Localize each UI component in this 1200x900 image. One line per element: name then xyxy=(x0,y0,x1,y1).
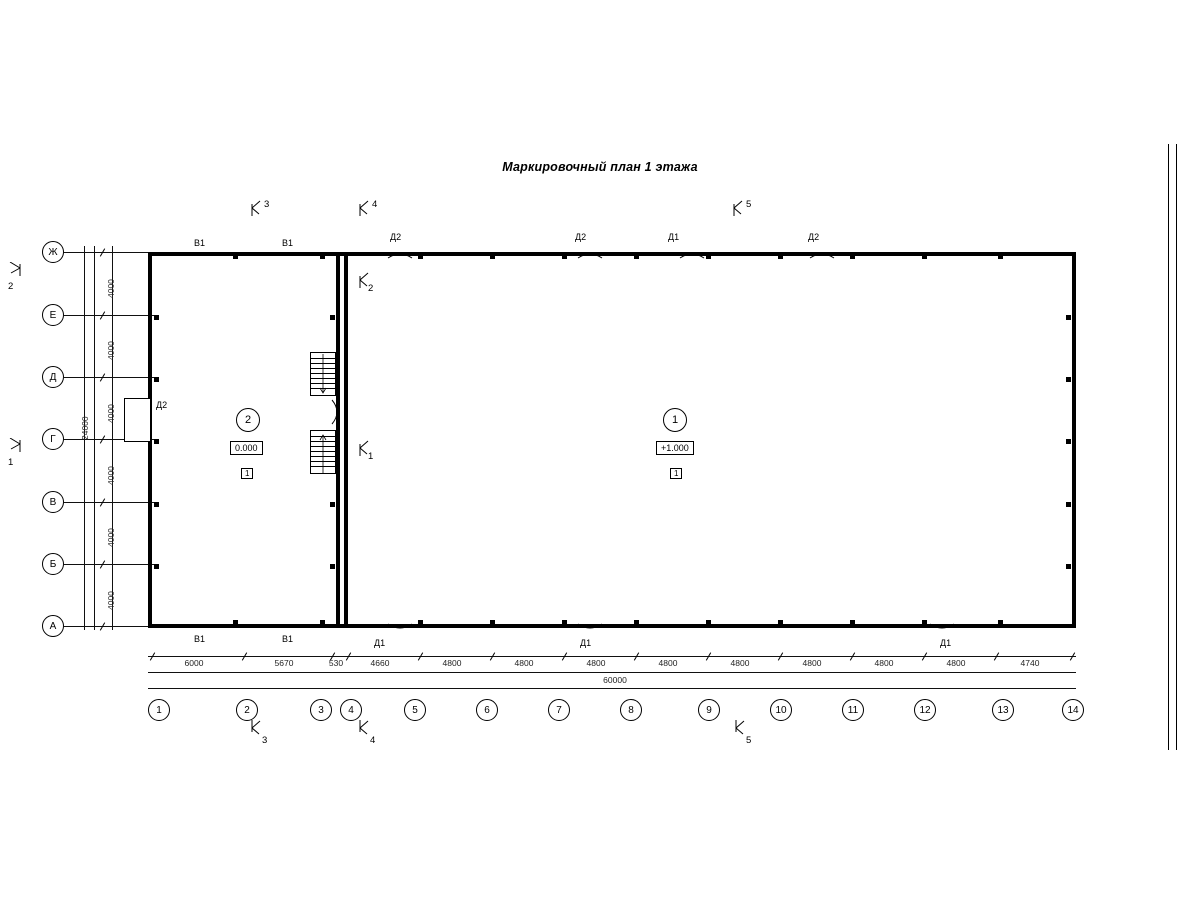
section-label-top-5: 5 xyxy=(746,199,752,210)
dim-label-4800-6: 4800 xyxy=(802,658,822,668)
axis-bubble-8: 8 xyxy=(620,699,642,721)
axis-leader-v xyxy=(64,502,154,503)
section-label-bottom-4: 4 xyxy=(370,735,376,746)
dim-label-6000: 6000 xyxy=(184,658,204,668)
section-label-left-2: 2 xyxy=(8,281,14,292)
room-number-2: 2 xyxy=(236,408,260,432)
sheet-frame-line-outer xyxy=(1168,144,1169,750)
door-label-bottom-2: В1 xyxy=(282,634,294,644)
column-mark xyxy=(1066,502,1071,507)
column-mark xyxy=(1066,315,1071,320)
axis-bubble-13: 13 xyxy=(992,699,1014,721)
wall-tick xyxy=(320,620,325,625)
vertical-dim-4000-4: 4000 xyxy=(106,466,116,485)
axis-bubble-v: В xyxy=(42,491,64,513)
axis-bubble-12: 12 xyxy=(914,699,936,721)
column-mark xyxy=(154,315,159,320)
door-label-left-d2: Д2 xyxy=(156,400,168,410)
axis-bubble-9: 9 xyxy=(698,699,720,721)
dim-label-4800-5: 4800 xyxy=(730,658,750,668)
section-arrow-left-1 xyxy=(6,438,26,458)
room-elevation-2: 0.000 xyxy=(230,441,263,455)
axis-bubble-2: 2 xyxy=(236,699,258,721)
axis-bubble-a: А xyxy=(42,615,64,637)
axis-leader-d xyxy=(64,377,154,378)
axis-bubble-3: 3 xyxy=(310,699,332,721)
axis-bubble-10: 10 xyxy=(770,699,792,721)
axis-bubble-4: 4 xyxy=(340,699,362,721)
column-mark xyxy=(1066,564,1071,569)
vertical-dim-4000-1: 4000 xyxy=(106,279,116,298)
axis-bubble-g: Г xyxy=(42,428,64,450)
vertical-dim-total: 24000 xyxy=(80,416,90,440)
axis-bubble-d: Д xyxy=(42,366,64,388)
dim-label-total: 60000 xyxy=(603,675,627,685)
section-label-bottom-3: 3 xyxy=(262,735,268,746)
dim-label-4800-3: 4800 xyxy=(586,658,606,668)
wall-tick xyxy=(233,254,238,259)
column-mark xyxy=(1066,439,1071,444)
door-label-top-4: Д2 xyxy=(575,232,587,242)
axis-bubble-14: 14 xyxy=(1062,699,1084,721)
column-mark xyxy=(330,502,335,507)
sheet-frame-line-inner xyxy=(1176,144,1177,750)
axis-leader-a xyxy=(64,626,154,627)
section-label-inner-2: 2 xyxy=(368,283,374,294)
horizontal-dim-rail-2 xyxy=(148,672,1076,673)
room-elevation-1: +1.000 xyxy=(656,441,694,455)
axis-bubble-5: 5 xyxy=(404,699,426,721)
vertical-dim-4000-5: 4000 xyxy=(106,528,116,547)
column-mark xyxy=(1066,377,1071,382)
section-label-bottom-5: 5 xyxy=(746,735,752,746)
vertical-dim-4000-6: 4000 xyxy=(106,591,116,610)
wall-partition-right xyxy=(344,252,348,628)
door-label-top-5: Д1 xyxy=(668,232,680,242)
wall-partition-left xyxy=(336,252,340,628)
door-swings-bottom xyxy=(340,620,1080,636)
dim-label-4800-1: 4800 xyxy=(442,658,462,668)
vertical-dim-rail-inner xyxy=(112,246,113,630)
dim-label-4800-8: 4800 xyxy=(946,658,966,668)
door-label-bottom-3: Д1 xyxy=(374,638,386,648)
room-number-1: 1 xyxy=(663,408,687,432)
section-label-top-3: 3 xyxy=(264,199,270,210)
door-label-bottom-1: В1 xyxy=(194,634,206,644)
dim-label-4800-2: 4800 xyxy=(514,658,534,668)
door-swing-partition xyxy=(328,396,348,426)
column-mark xyxy=(154,439,159,444)
door-label-bottom-5: Д1 xyxy=(940,638,952,648)
dim-label-530: 530 xyxy=(328,658,344,668)
dim-label-5670: 5670 xyxy=(274,658,294,668)
column-mark xyxy=(154,377,159,382)
axis-bubble-7: 7 xyxy=(548,699,570,721)
axis-leader-b xyxy=(64,564,154,565)
section-arrow-left-2 xyxy=(6,262,26,282)
wall-right xyxy=(1072,252,1076,628)
wall-tick xyxy=(233,620,238,625)
page-title: Маркировочный план 1 этажа xyxy=(502,160,698,174)
axis-bubble-11: 11 xyxy=(842,699,864,721)
section-label-inner-1: 1 xyxy=(368,451,374,462)
door-label-top-1: В1 xyxy=(194,238,206,248)
wall-tick xyxy=(320,254,325,259)
axis-leader-zh xyxy=(64,252,154,253)
door-label-top-2: В1 xyxy=(282,238,294,248)
axis-bubble-1: 1 xyxy=(148,699,170,721)
dim-label-4740: 4740 xyxy=(1020,658,1040,668)
axis-leader-e xyxy=(64,315,154,316)
vertical-dim-4000-3: 4000 xyxy=(106,404,116,423)
vertical-dim-4000-2: 4000 xyxy=(106,341,116,360)
section-label-top-4: 4 xyxy=(372,199,378,210)
axis-bubble-e: Е xyxy=(42,304,64,326)
vertical-dim-rail-outer xyxy=(94,246,95,630)
horizontal-dim-rail-1 xyxy=(148,656,1076,657)
axis-bubble-6: 6 xyxy=(476,699,498,721)
horizontal-dim-rail-3 xyxy=(148,688,1076,689)
section-label-left-1: 1 xyxy=(8,457,14,468)
room-floor-mark-2: 1 xyxy=(241,468,253,479)
door-label-top-6: Д2 xyxy=(808,232,820,242)
column-mark xyxy=(330,315,335,320)
column-mark xyxy=(154,502,159,507)
door-swings-top xyxy=(340,248,1080,264)
dim-label-4660: 4660 xyxy=(370,658,390,668)
dim-label-4800-4: 4800 xyxy=(658,658,678,668)
door-label-top-3: Д2 xyxy=(390,232,402,242)
axis-bubble-zh: Ж xyxy=(42,241,64,263)
column-mark xyxy=(330,564,335,569)
stair-direction-arrows xyxy=(318,352,330,478)
entrance-vestibule xyxy=(124,398,150,442)
axis-bubble-b: Б xyxy=(42,553,64,575)
dim-label-4800-7: 4800 xyxy=(874,658,894,668)
door-label-bottom-4: Д1 xyxy=(580,638,592,648)
room-floor-mark-1: 1 xyxy=(670,468,682,479)
column-mark xyxy=(154,564,159,569)
